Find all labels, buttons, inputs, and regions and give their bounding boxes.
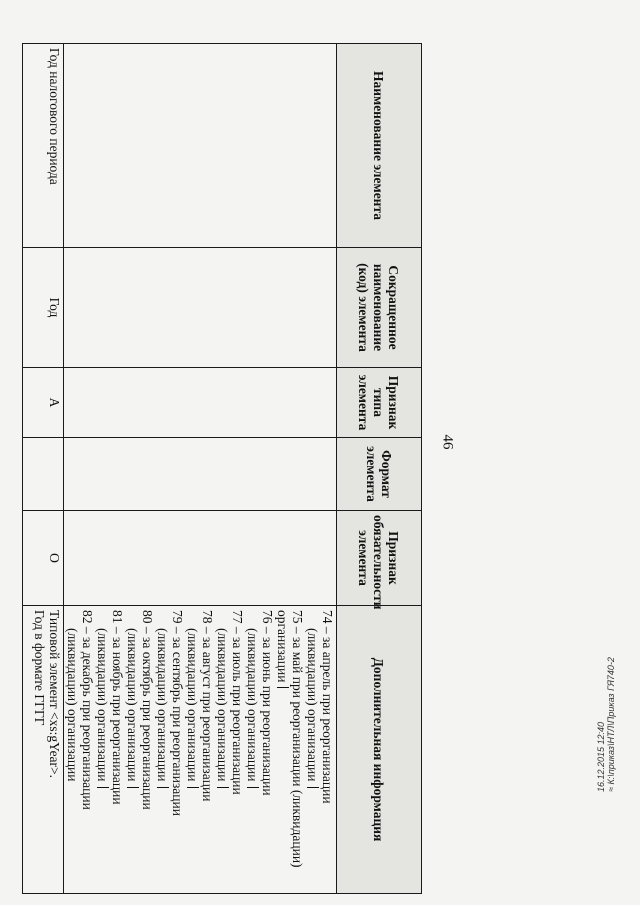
additional-info-cell xyxy=(64,606,337,894)
footer-date: 16.12.2015 12:40 xyxy=(596,721,606,792)
header-type-attr: Признак типа элемента xyxy=(337,368,422,438)
info-text-line xyxy=(320,610,335,889)
info-line-text: (ликвидации) организации xyxy=(155,628,170,782)
vertical-bar-mark xyxy=(157,787,169,788)
info-line-text: (ликвидации) организации xyxy=(305,628,320,782)
cell-empty xyxy=(64,248,337,368)
info-text-line xyxy=(170,610,185,889)
footer-path: ≈ К:\приказ\НТЛ\Приказ ГЯ740-2 xyxy=(606,657,616,792)
info-line-text: (ликвидации) организации xyxy=(185,628,200,782)
vertical-bar-mark xyxy=(247,787,259,788)
info-text-line xyxy=(290,610,305,889)
info-lines xyxy=(65,610,335,889)
cell-format xyxy=(23,438,64,511)
info-text-line xyxy=(230,610,245,889)
element-spec-table xyxy=(22,43,422,894)
header-format: Формат элемента xyxy=(337,438,422,511)
info-text-line xyxy=(125,610,140,889)
info-line-text: 77 – за июль при реорганизации xyxy=(230,610,245,795)
vertical-bar-mark xyxy=(217,787,229,788)
header-row xyxy=(337,44,422,894)
cell-empty xyxy=(64,438,337,511)
info-text-line xyxy=(65,610,80,889)
cell-additional-info xyxy=(23,606,64,894)
info-line-text: 75 – за май при реорганизации (ликвидации) xyxy=(290,610,305,868)
info-line-text: 79 – за сентябрь при реорганизации xyxy=(170,610,185,816)
info-line-text: 78 – за август при реорганизации xyxy=(200,610,215,802)
info-text-line xyxy=(80,610,95,889)
cell-short-name: Год xyxy=(23,248,64,368)
header-additional-info: Дополнительная информация xyxy=(337,606,422,894)
table-row xyxy=(64,44,337,894)
footer-stamp xyxy=(596,657,616,792)
vertical-bar-mark xyxy=(127,787,139,788)
rotated-table-container xyxy=(32,43,422,893)
info-line-text: 82 – за декабрь при реорганизации xyxy=(80,610,95,810)
vertical-bar-mark xyxy=(187,787,199,788)
header-obligation: Признак обязательности элемента xyxy=(337,511,422,606)
info-line-text: (ликвидации) организации xyxy=(245,628,260,782)
info-line-text: организации xyxy=(275,610,290,683)
table-row xyxy=(23,44,64,894)
info-text-line xyxy=(155,610,170,889)
info-text-line xyxy=(95,610,110,889)
vertical-bar-mark xyxy=(277,687,289,688)
vertical-bar-mark xyxy=(97,787,109,788)
info-text-line xyxy=(140,610,155,889)
header-short-name: Сокращенное наименование (код) элемента xyxy=(337,248,422,368)
cell-type-attr: А xyxy=(23,368,64,438)
cell-element-name: Год налогового периода xyxy=(23,44,64,248)
info-text-line xyxy=(185,610,200,889)
vertical-bar-mark xyxy=(307,787,319,788)
info-line-text: (ликвидации) организации xyxy=(95,628,110,782)
cell-empty xyxy=(64,511,337,606)
cell-empty xyxy=(64,368,337,438)
info-line-text: 81 – за ноябрь при реорганизации xyxy=(110,610,125,805)
info-line-text: 80 – за октябрь при реорганизации xyxy=(140,610,155,810)
info-line-text: 74 – за апрель при реорганизации xyxy=(320,610,335,804)
info-text-line xyxy=(110,610,125,889)
info-text-line xyxy=(305,610,320,889)
info-line-text: (ликвидации) организации xyxy=(215,628,230,782)
page-number: 46 xyxy=(439,434,456,450)
cell-obligation: О xyxy=(23,511,64,606)
info-text-line xyxy=(200,610,215,889)
info-text-line: Год в формате ГГГГ xyxy=(32,610,47,726)
info-line-text: 76 – за июнь при реорганизации xyxy=(260,610,275,796)
header-element-name: Наименование элемента xyxy=(337,44,422,248)
cell-empty xyxy=(64,44,337,248)
info-line-text: (ликвидации) организации xyxy=(125,628,140,782)
info-text-line xyxy=(245,610,260,889)
info-text-line: Типовой элемент <xs:gYear>. xyxy=(47,610,62,779)
info-text-line xyxy=(275,610,290,889)
info-text-line xyxy=(260,610,275,889)
info-text-line xyxy=(215,610,230,889)
info-line-text: (ликвидации) организации xyxy=(65,628,80,782)
